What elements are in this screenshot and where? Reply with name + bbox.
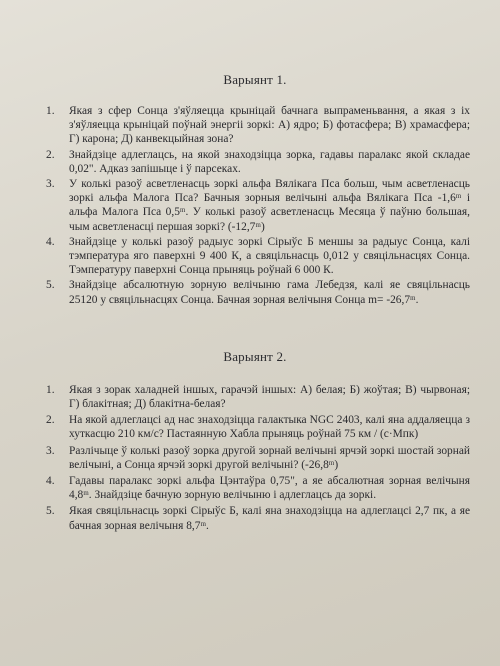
question-text: Якая з зорак халадней іншых, гарачэй іншых: А) белая; Б) жоўтая; В) чырвоная; Г) блакітная; Д) блакітна-белая? [69, 383, 470, 411]
question-number: 2. [46, 414, 55, 427]
question-item [46, 413, 470, 441]
question-item [46, 278, 470, 306]
variant-2-questions [40, 383, 470, 533]
question-text: Знайдзіце абсалютную зорную велічыню гама Лебедзя, калі яе свяцільнасць 25120 у свяцільнасцях Сонца. Бачная зорная велічыня Сонца m= -26,7ᵐ. [69, 279, 470, 306]
question-number: 3. [46, 178, 55, 191]
variant-2-title: Варыянт 2. [223, 348, 287, 364]
question-text: Разлічыце ў колькі разоў зорка другой зорнай велічыні ярчэй зоркі шостай зорнай велічыні, а Сонца ярчэй зоркі другой велічыні? (-26,8ᵐ) [69, 444, 470, 471]
question-number: 4. [46, 475, 55, 488]
question-item [46, 148, 470, 176]
variant-1-questions [40, 104, 470, 307]
question-number: 5. [46, 505, 55, 518]
question-item [46, 104, 470, 147]
variant-1-title: Варыянт 1. [223, 72, 287, 87]
question-item [46, 444, 470, 472]
question-item [46, 504, 470, 532]
question-number: 1. [46, 105, 55, 117]
question-item [46, 235, 470, 278]
question-number: 5. [46, 279, 55, 292]
question-text: На якой адлеглацсі ад нас знаходзіцца галактыка NGC 2403, калі яна аддаляецца з хуткасцю 210 км/с? Пастаянную Хабла прыняць роўнай 75 км / (с·Мпк) [69, 414, 470, 441]
question-number: 3. [46, 444, 55, 457]
question-text: Знайдзіце у колькі разоў радыус зоркі Сірыўс Б меншы за радыус Сонца, калі тэмпература яго паверхні 9 400 К, а свяцільнасць 0,012 у свяцільнасцях Сонца. Тэмпературу паверхні Сонца прыняць роўнай 6 000 К. [69, 235, 470, 277]
question-item [46, 383, 470, 411]
question-text: Якая свяцільнасць зоркі Сірыўс Б, калі яна знаходзіцца на адлеглацсі 2,7 пк, а яе бачная зорная велічыня 8,7ᵐ. [69, 505, 470, 532]
question-text: У колькі разоў асветленасць зоркі альфа Вялікага Пса больш, чым асветленасць зоркі альфа Малога Пса? Бачныя зорныя велічыні альфа Вялікага Пса -1,6ᵐ і альфа Малога Пса 0,5ᵐ. У колькі разоў асветленасць Месяца ў паўню большая, чым асветленасці першая зоркі? (-12,7ᵐ) [69, 178, 470, 233]
question-text: Гадавы паралакс зоркі альфа Цэнтаўра 0,75", а яе абсалютная зорная велічыня 4,8ᵐ. Знайдзіце бачную зорную велічыню і адлеглацсь да зоркі. [69, 475, 470, 502]
question-number: 1. [46, 383, 55, 396]
question-item [46, 474, 470, 502]
question-item [46, 177, 470, 234]
question-text: Якая з сфер Сонца з'яўляецца крыніцай бачнага выпраменьвання, а якая з іх з'яўляецца крыніцай поўнай энергіі зоркі: А) ядро; Б) фотасфера; В) храмасфера; Г) карона; Д) канвекцыйная зона? [69, 105, 470, 146]
question-number: 2. [46, 148, 55, 161]
question-text: Знайдзіце адлеглацсь, на якой знаходзіцца зорка, гадавы паралакс якой складае 0,02". Адказ запішыце і ў парсеках. [69, 148, 470, 175]
question-number: 4. [46, 235, 55, 248]
